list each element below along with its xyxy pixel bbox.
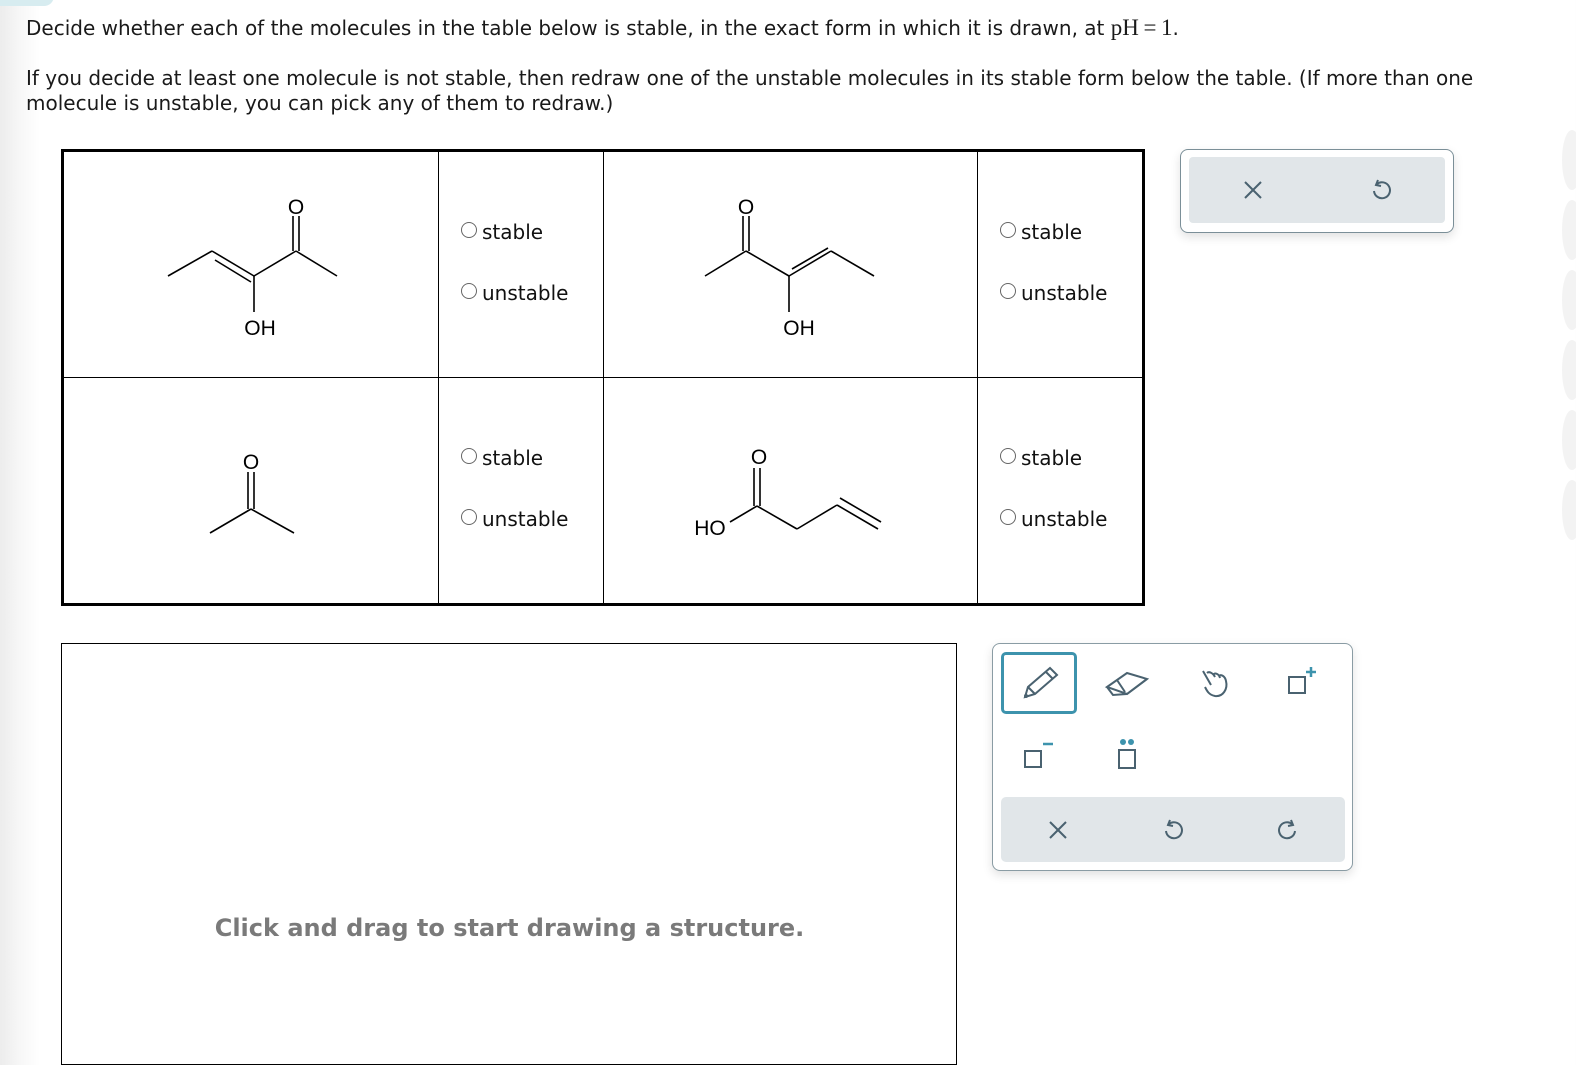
- radio-button[interactable]: [1000, 222, 1016, 238]
- prompt-period: .: [1172, 16, 1179, 40]
- question-prompt: [26, 15, 1179, 41]
- atom-oh: OH: [244, 317, 276, 340]
- option-label: stable: [1021, 220, 1083, 244]
- drawing-canvas[interactable]: [61, 643, 957, 1065]
- edge-tab: [1562, 130, 1576, 190]
- option-label: stable: [482, 220, 544, 244]
- instruction-text: If you decide at least one molecule is not stable, then redraw one of the unstable molecules in its stable form below the table. (If more than one molecule is unstable, you can pick any of them to redraw.): [26, 66, 1474, 115]
- clear-answer-button[interactable]: [1235, 172, 1271, 208]
- option-label: stable: [482, 446, 544, 470]
- ph-value: pH = 1: [1110, 15, 1173, 40]
- options-cell-1: [439, 151, 604, 378]
- undo-icon: [1369, 178, 1393, 202]
- radio-stable-4[interactable]: [1000, 446, 1107, 470]
- edge-tab: [1562, 480, 1576, 540]
- molecule-structure-1: [64, 152, 438, 377]
- prompt-text: Decide whether each of the molecules in the table below is stable, in the exact form in which it is drawn, at: [26, 16, 1111, 40]
- radio-button[interactable]: [1000, 448, 1016, 464]
- lone-pair-icon: [1107, 735, 1147, 775]
- molecule-cell-2: [604, 151, 978, 378]
- options-cell-4: [978, 378, 1144, 605]
- decrease-charge-button[interactable]: [1001, 724, 1077, 786]
- options-cell-2: [978, 151, 1144, 378]
- increase-charge-icon: [1283, 663, 1323, 703]
- redo-button[interactable]: [1270, 812, 1306, 848]
- hand-icon: [1195, 663, 1235, 703]
- option-label: unstable: [482, 507, 569, 531]
- radio-unstable-1[interactable]: [461, 281, 568, 305]
- radio-button[interactable]: [461, 222, 477, 238]
- molecule-cell-1: [63, 151, 439, 378]
- atom-ho: HO: [694, 517, 726, 540]
- canvas-hint: Click and drag to start drawing a structure.: [214, 914, 805, 942]
- option-label: unstable: [1021, 507, 1108, 531]
- clear-canvas-button[interactable]: [1040, 812, 1076, 848]
- option-label: unstable: [482, 281, 569, 305]
- atom-o: O: [287, 196, 305, 219]
- molecule-cell-3: [63, 378, 439, 605]
- decrease-charge-icon: [1019, 735, 1059, 775]
- radio-button[interactable]: [461, 283, 477, 299]
- radio-button[interactable]: [461, 509, 477, 525]
- molecule-structure-2: [604, 152, 977, 377]
- radio-button[interactable]: [461, 448, 477, 464]
- close-icon: [1242, 179, 1264, 201]
- undo-icon: [1161, 818, 1185, 842]
- increase-charge-button[interactable]: [1265, 652, 1341, 714]
- option-label: stable: [1021, 446, 1083, 470]
- edge-tab: [1562, 340, 1576, 400]
- top-tab-indicator: [0, 0, 54, 6]
- undo-answer-button[interactable]: [1363, 172, 1399, 208]
- atom-o: O: [750, 446, 768, 469]
- radio-button[interactable]: [1000, 283, 1016, 299]
- redo-icon: [1276, 818, 1300, 842]
- edge-tab: [1562, 410, 1576, 470]
- pencil-icon: [1017, 663, 1061, 703]
- options-cell-3: [439, 378, 604, 605]
- atom-o: O: [242, 451, 260, 474]
- pencil-tool-button[interactable]: [1001, 652, 1077, 714]
- radio-unstable-4[interactable]: [1000, 507, 1107, 531]
- radio-unstable-2[interactable]: [1000, 281, 1107, 305]
- molecule-structure-4: [604, 378, 977, 603]
- molecule-structure-3: [64, 378, 438, 603]
- eraser-tool-button[interactable]: [1089, 652, 1165, 714]
- edge-tab: [1562, 270, 1576, 330]
- toolbox-actions: [1001, 797, 1345, 862]
- radio-button[interactable]: [1000, 509, 1016, 525]
- molecule-cell-4: [604, 378, 978, 605]
- eraser-icon: [1103, 665, 1151, 701]
- radio-unstable-3[interactable]: [461, 507, 568, 531]
- radio-stable-1[interactable]: [461, 220, 568, 244]
- clear-icon: [1047, 819, 1069, 841]
- radio-stable-3[interactable]: [461, 446, 568, 470]
- hand-tool-button[interactable]: [1177, 652, 1253, 714]
- answer-actions-panel: [1180, 149, 1454, 233]
- atom-oh: OH: [783, 317, 815, 340]
- radio-stable-2[interactable]: [1000, 220, 1107, 244]
- edge-tab: [1562, 200, 1576, 260]
- molecule-table: [61, 149, 1145, 606]
- option-label: unstable: [1021, 281, 1108, 305]
- atom-o: O: [737, 196, 755, 219]
- undo-button[interactable]: [1155, 812, 1191, 848]
- drawing-toolbox: [992, 643, 1353, 871]
- lone-pair-button[interactable]: [1089, 724, 1165, 786]
